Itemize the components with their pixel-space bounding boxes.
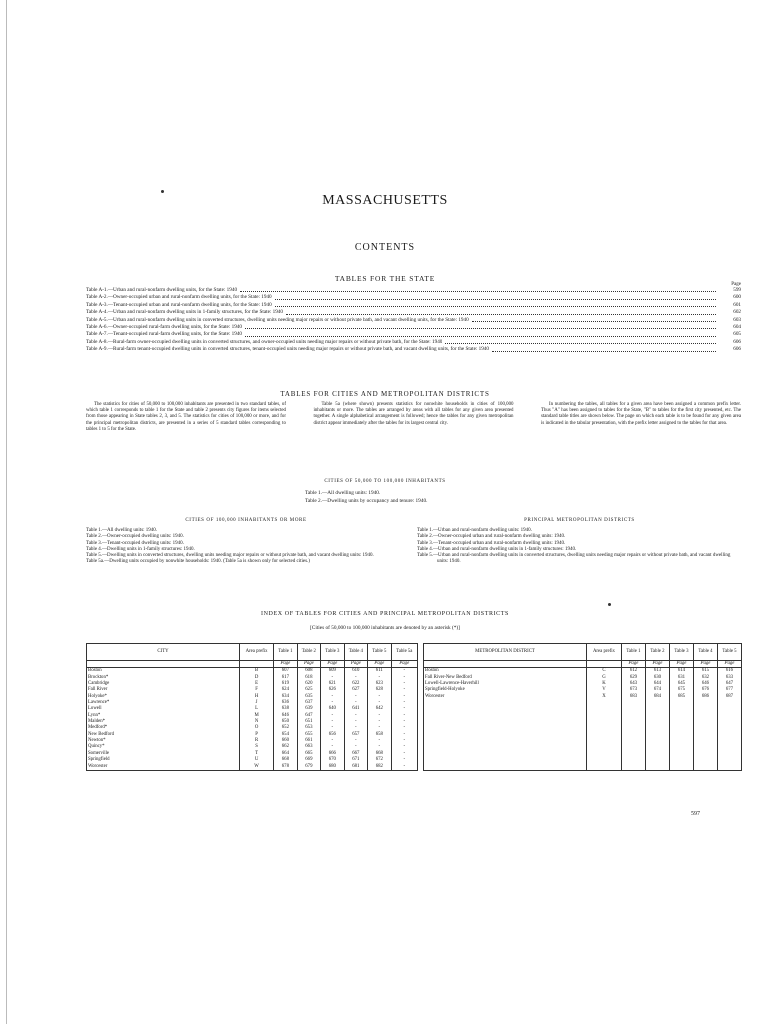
city-index-table-wrap — [86, 643, 418, 771]
city-value-cell: - — [391, 700, 417, 706]
city-value-cell: 636 — [274, 700, 297, 706]
city-unit-cell: Page — [344, 661, 367, 668]
state-table-page: 604 — [733, 324, 741, 331]
metro-column-header: Table 4 — [693, 644, 717, 661]
city-value-cell: 660 — [274, 738, 297, 744]
city-value-cell: - — [321, 719, 344, 725]
state-table-entry[interactable] — [86, 346, 741, 353]
metro-unit-cell — [587, 661, 622, 668]
city-value-cell: 618 — [297, 675, 320, 681]
metro-table-3: Table 3.—Tenant-occupied urban and rural-nonfarm dwelling units: 1940. — [417, 540, 566, 546]
state-table-page: 600 — [733, 294, 741, 301]
metro-value-cell: 614 — [669, 668, 693, 675]
state-table-title: Table A-9.—Rural-farm tenant-occupied dwelling units in converted structures, tenant-occupied units needing major repairs or without private bath, and vacant dwelling units, for the State: 1940 — [86, 346, 489, 353]
city-column-header: Table 1 — [274, 644, 297, 661]
city-value-cell: 621 — [321, 681, 344, 687]
metro-value-cell: 645 — [669, 681, 693, 687]
state-table-page: 599 — [733, 287, 741, 293]
dot-leader — [275, 299, 716, 300]
metro-value-cell: 684 — [645, 694, 669, 700]
city-value-cell: 666 — [321, 751, 344, 757]
small-cities-block — [0, 479, 770, 505]
city-value-cell: 619 — [274, 681, 297, 687]
metro-column-header: Area prefix — [587, 644, 622, 661]
city-value-cell: - — [368, 738, 391, 744]
state-table-entry[interactable] — [86, 317, 741, 324]
city-name-cell: Somerville — [87, 751, 240, 757]
city-value-cell: - — [391, 719, 417, 725]
city-value-cell: - — [344, 725, 367, 731]
city-value-cell: N — [240, 719, 274, 725]
intro-column-3: In numbering the tables, all tables for a given area have been assigned a common prefix letter. Thus "A" has been assigned to tables for the State, "B" to tables for the first city presented, etc. The standard table titles are shown below. The page on which each table is to be found for any given area is indicated in the tabular presentation, with the prefix letter assigned to the tables for that area. — [541, 402, 741, 426]
city-unit-cell — [87, 661, 240, 668]
city-value-cell: 679 — [297, 764, 320, 771]
metro-name-cell: Worcester — [424, 694, 587, 700]
city-value-cell: 678 — [274, 764, 297, 771]
metro-heading: PRINCIPAL METROPOLITAN DISTRICTS — [524, 518, 635, 523]
state-table-entry[interactable] — [86, 339, 741, 346]
city-value-cell: - — [368, 744, 391, 750]
metro-index-table — [423, 643, 742, 771]
metro-value-cell: 687 — [717, 694, 741, 700]
metro-column-header: Table 2 — [645, 644, 669, 661]
metro-value-cell: K — [587, 681, 622, 687]
city-value-cell: P — [240, 732, 274, 738]
city-value-cell: 665 — [297, 751, 320, 757]
city-name-cell: Newton* — [87, 738, 240, 744]
metro-value-cell: 643 — [621, 681, 645, 687]
city-value-cell: - — [344, 719, 367, 725]
city-value-cell: 638 — [274, 706, 297, 712]
metro-empty-cell — [645, 764, 669, 771]
state-table-title: Table A-1.—Urban and rural-nonfarm dwelling units, for the State: 1940 — [86, 287, 238, 293]
state-tables-heading: TABLES FOR THE STATE — [334, 274, 436, 283]
city-value-cell: - — [391, 706, 417, 712]
city-unit-cell: Page — [297, 661, 320, 668]
city-column-header: Area prefix — [240, 644, 274, 661]
metro-value-cell: X — [587, 694, 622, 700]
city-value-cell: 663 — [297, 744, 320, 750]
city-value-cell: 657 — [344, 732, 367, 738]
dot-leader — [472, 321, 716, 322]
city-value-cell: - — [391, 732, 417, 738]
city-value-cell: 641 — [344, 706, 367, 712]
city-row — [87, 668, 418, 675]
metro-value-cell: 633 — [717, 675, 741, 681]
city-value-cell: - — [391, 751, 417, 757]
metro-value-cell: 685 — [669, 694, 693, 700]
state-table-page: 602 — [733, 309, 741, 316]
metro-value-cell: 631 — [669, 675, 693, 681]
city-value-cell: 669 — [297, 757, 320, 763]
city-value-cell: - — [391, 681, 417, 687]
metro-column-header: METROPOLITAN DISTRICT — [424, 644, 587, 661]
city-name-cell: Quincy* — [87, 744, 240, 750]
metro-row — [424, 668, 742, 675]
metro-name-cell: Lowell-Lawrence-Haverhill — [424, 681, 587, 687]
state-table-page: 603 — [733, 316, 741, 323]
small-cities-table-2: Table 2.—Dwelling units by occupancy and tenure: 1940. — [305, 498, 428, 504]
city-value-cell: - — [368, 719, 391, 725]
city-value-cell: - — [368, 700, 391, 706]
city-value-cell: - — [321, 694, 344, 700]
state-table-page: 601 — [733, 301, 741, 308]
city-value-cell: H — [240, 694, 274, 700]
city-value-cell: 609 — [321, 668, 344, 675]
city-value-cell: L — [240, 706, 274, 712]
city-value-cell: F — [240, 687, 274, 693]
city-value-cell: - — [344, 744, 367, 750]
city-value-cell: 668 — [368, 751, 391, 757]
city-value-cell: 620 — [297, 681, 320, 687]
city-column-header: Table 3 — [321, 644, 344, 661]
state-table-page: 606 — [733, 338, 741, 345]
city-index-table — [86, 643, 418, 771]
metro-column-header: Table 1 — [621, 644, 645, 661]
city-column-header: CITY — [87, 644, 240, 661]
large-cities-table-5: Table 5.—Dwelling units in converted structures, dwelling units needing major repairs or without private bath, and vacant dwelling units: 1940. — [86, 553, 374, 559]
large-cities-table-2: Table 2.—Owner-occupied dwelling units: 1940. — [86, 534, 184, 540]
city-unit-cell — [240, 661, 274, 668]
state-tables-list — [86, 282, 741, 354]
metro-value-cell: G — [587, 675, 622, 681]
punch-dot — [608, 603, 611, 606]
state-table-entry[interactable] — [86, 294, 741, 301]
metro-column-header: Table 3 — [669, 644, 693, 661]
city-name-cell: Fall River — [87, 687, 240, 693]
state-table-title: Table A-6.—Owner-occupied rural-farm dwelling units, for the State: 1940 — [86, 324, 242, 331]
city-value-cell: 642 — [368, 706, 391, 712]
city-value-cell: - — [391, 675, 417, 681]
state-table-entry[interactable] — [86, 331, 741, 338]
metro-value-cell: 644 — [645, 681, 669, 687]
city-value-cell: 672 — [368, 757, 391, 763]
metro-unit-cell: Page — [693, 661, 717, 668]
city-column-header: Table 5a — [391, 644, 417, 661]
city-name-cell: Medford* — [87, 725, 240, 731]
city-unit-cell: Page — [274, 661, 297, 668]
city-value-cell: - — [391, 668, 417, 675]
large-cities-block — [86, 518, 406, 566]
metro-unit-cell: Page — [669, 661, 693, 668]
small-cities-heading: CITIES OF 50,000 TO 100,000 INHABITANTS — [324, 479, 446, 484]
state-table-title: Table A-8.—Rural-farm owner-occupied dwelling units in converted structures, and owner-occupied units needing major repairs or without private bath, for the State: 1940 — [86, 338, 443, 345]
dot-leader — [445, 343, 716, 344]
dot-leader — [240, 291, 716, 292]
city-name-cell: Holyoke* — [87, 694, 240, 700]
large-cities-table-5a: Table 5a.—Dwelling units occupied by nonwhite households: 1940. (Table 5a is shown only for selected cities.) — [86, 559, 310, 565]
intro-columns — [86, 402, 741, 433]
state-table-title: Table A-4.—Urban and rural-nonfarm dwelling units in 1-family structures, for the State: 1940 — [86, 309, 283, 316]
metro-index-table-wrap — [423, 643, 742, 771]
city-value-cell: 681 — [344, 764, 367, 771]
city-value-cell: 624 — [274, 687, 297, 693]
city-value-cell: - — [391, 744, 417, 750]
city-value-cell: D — [240, 675, 274, 681]
state-table-entry[interactable] — [86, 324, 741, 331]
dot-leader — [286, 314, 716, 315]
metro-table-1: Table 1.—Urban and rural-nonfarm dwelling units: 1940. — [417, 528, 532, 533]
city-value-cell: - — [368, 725, 391, 731]
metro-empty-cell — [587, 764, 622, 771]
city-value-cell: 646 — [274, 713, 297, 719]
city-name-cell: Lynn* — [87, 713, 240, 719]
dot-leader — [245, 336, 716, 337]
city-value-cell: - — [344, 738, 367, 744]
city-value-cell: B — [240, 668, 274, 675]
city-value-cell: 607 — [274, 668, 297, 675]
city-value-cell: - — [391, 738, 417, 744]
city-value-cell: 639 — [297, 706, 320, 712]
city-value-cell: 640 — [321, 706, 344, 712]
metro-table-4: Table 4.—Urban and rural-nonfarm dwelling units in 1-family structures: 1940. — [417, 546, 577, 552]
metro-value-cell: 629 — [621, 675, 645, 681]
city-value-cell: 670 — [321, 757, 344, 763]
city-value-cell: - — [321, 725, 344, 731]
city-value-cell: M — [240, 713, 274, 719]
metro-empty-cell — [693, 764, 717, 771]
metro-name-cell: Fall River-New Bedford — [424, 675, 587, 681]
city-value-cell: U — [240, 757, 274, 763]
metro-value-cell: 683 — [621, 694, 645, 700]
metro-value-cell: 674 — [645, 687, 669, 693]
city-value-cell: 623 — [368, 681, 391, 687]
metro-empty-row — [424, 764, 742, 771]
metro-table-5: Table 5.—Urban and rural-nonfarm dwelling units in converted structures, dwelling units needing major repairs or without private bath, and vacant dwelling units: 1940. — [417, 553, 731, 565]
intro-column-2: Table 5a (where shown) presents statistics for nonwhite households in cities of 100,000 inhabitants or more. The tables are arranged by areas with all tables for any given area presented together. A single alphabetical arrangement is followed; hence the tables for any given metropolitan district appear immediately after the tables for its largest central city. — [313, 402, 514, 426]
city-value-cell: 662 — [274, 744, 297, 750]
metro-name-cell: Boston — [424, 668, 587, 675]
intro-column-1: The statistics for cities of 50,000 to 100,000 inhabitants are presented in two standard tables, of which table 1 corresponds to table 1 for the State and table 2 presents city figures for items selected from those appearing in State tables 2, 3, and 5. The statistics for cities of 100,000 or more, and for the principal metropolitan districts, are presented in a series of 5 standard tables corresponding to tables 1 to 5 for the State. — [86, 402, 286, 432]
metro-value-cell: 632 — [693, 675, 717, 681]
city-row — [87, 764, 418, 771]
city-value-cell: 647 — [297, 713, 320, 719]
metro-value-cell: 630 — [645, 675, 669, 681]
city-column-header: Table 4 — [344, 644, 367, 661]
city-name-cell: New Bedford — [87, 732, 240, 738]
metro-column-header: Table 5 — [717, 644, 741, 661]
state-table-entry[interactable] — [86, 287, 741, 294]
city-name-cell: Worcester — [87, 764, 240, 771]
state-table-page: 606 — [733, 346, 741, 353]
city-value-cell: - — [344, 675, 367, 681]
city-value-cell: - — [391, 713, 417, 719]
city-value-cell: W — [240, 764, 274, 771]
city-name-cell: Boston — [87, 668, 240, 675]
metro-value-cell: 686 — [693, 694, 717, 700]
metro-value-cell: 673 — [621, 687, 645, 693]
city-value-cell: 668 — [274, 757, 297, 763]
city-name-cell: Lawrence* — [87, 700, 240, 706]
city-value-cell: 682 — [368, 764, 391, 771]
city-value-cell: 655 — [297, 732, 320, 738]
city-value-cell: R — [240, 738, 274, 744]
state-table-title: Table A-5.—Urban and rural-nonfarm dwelling units in converted structures, dwelling units needing major repairs or without private bath, and vacant dwelling units, for the State: 1940 — [86, 316, 469, 323]
city-value-cell: 658 — [368, 732, 391, 738]
city-value-cell: 626 — [321, 687, 344, 693]
state-table-title: Table A-7.—Tenant-occupied rural-farm dwelling units, for the State: 1940 — [86, 331, 243, 338]
city-value-cell: 611 — [368, 668, 391, 675]
metro-value-cell: 615 — [693, 668, 717, 675]
metro-unit-cell — [424, 661, 587, 668]
metro-empty-cell — [424, 764, 587, 771]
large-cities-table-4: Table 4.—Dwelling units in 1-family structures: 1940. — [86, 546, 195, 552]
city-value-cell: 664 — [274, 751, 297, 757]
city-value-cell: 656 — [321, 732, 344, 738]
city-value-cell: - — [368, 675, 391, 681]
city-value-cell: 628 — [368, 687, 391, 693]
metro-name-cell: Springfield-Holyoke — [424, 687, 587, 693]
index-note: [Cities of 50,000 to 100,000 inhabitants are denoted by an asterisk (*)] — [310, 625, 460, 631]
metro-empty-cell — [717, 764, 741, 771]
city-unit-cell: Page — [321, 661, 344, 668]
metro-value-cell: 646 — [693, 681, 717, 687]
metro-value-cell: C — [587, 668, 622, 675]
city-name-cell: Cambridge — [87, 681, 240, 687]
cities-section-heading: TABLES FOR CITIES AND METROPOLITAN DISTRICTS — [280, 390, 490, 398]
metro-empty-cell — [669, 764, 693, 771]
page-number: 597 — [691, 811, 700, 817]
city-name-cell: Brockton* — [87, 675, 240, 681]
city-value-cell: - — [391, 687, 417, 693]
city-value-cell: J — [240, 700, 274, 706]
city-value-cell: 635 — [297, 694, 320, 700]
city-value-cell: S — [240, 744, 274, 750]
city-value-cell: - — [344, 694, 367, 700]
city-value-cell: T — [240, 751, 274, 757]
large-cities-heading: CITIES OF 100,000 INHABITANTS OR MORE — [185, 518, 307, 523]
city-value-cell: 650 — [274, 719, 297, 725]
metro-value-cell: 616 — [717, 668, 741, 675]
city-value-cell: - — [391, 694, 417, 700]
city-value-cell: 608 — [297, 668, 320, 675]
city-value-cell: 610 — [344, 668, 367, 675]
city-value-cell: - — [344, 700, 367, 706]
city-value-cell: E — [240, 681, 274, 687]
city-value-cell: - — [368, 713, 391, 719]
city-value-cell: - — [321, 738, 344, 744]
city-name-cell: Malden* — [87, 719, 240, 725]
city-unit-cell: Page — [391, 661, 417, 668]
city-value-cell: 671 — [344, 757, 367, 763]
city-value-cell: - — [368, 694, 391, 700]
city-value-cell: - — [321, 700, 344, 706]
metro-value-cell: V — [587, 687, 622, 693]
metro-value-cell: 612 — [621, 668, 645, 675]
city-column-header: Table 2 — [297, 644, 320, 661]
city-value-cell: 653 — [297, 725, 320, 731]
city-value-cell: - — [321, 744, 344, 750]
state-table-entry[interactable] — [86, 302, 741, 309]
city-value-cell: 661 — [297, 738, 320, 744]
city-value-cell: 680 — [321, 764, 344, 771]
state-table-title: Table A-3.—Tenant-occupied urban and rural-nonfarm dwelling units, for the State: 1940 — [86, 301, 272, 308]
city-value-cell: 654 — [274, 732, 297, 738]
city-value-cell: 617 — [274, 675, 297, 681]
state-table-entry[interactable] — [86, 309, 741, 316]
city-value-cell: - — [391, 757, 417, 763]
city-value-cell: - — [391, 764, 417, 771]
metro-table-2: Table 2.—Owner-occupied urban and rural-nonfarm dwelling units: 1940. — [417, 534, 566, 540]
city-value-cell: 627 — [344, 687, 367, 693]
metro-unit-cell: Page — [717, 661, 741, 668]
city-value-cell: 652 — [274, 725, 297, 731]
index-heading: INDEX OF TABLES FOR CITIES AND PRINCIPAL METROPOLITAN DISTRICTS — [261, 611, 509, 617]
city-name-cell: Lowell — [87, 706, 240, 712]
city-value-cell: - — [321, 713, 344, 719]
metro-value-cell: 675 — [669, 687, 693, 693]
metro-value-cell: 676 — [693, 687, 717, 693]
city-value-cell: 634 — [274, 694, 297, 700]
state-table-page: 605 — [733, 331, 741, 338]
metro-unit-cell: Page — [645, 661, 669, 668]
city-value-cell: 667 — [344, 751, 367, 757]
page-title: MASSACHUSETTS — [322, 193, 448, 208]
city-value-cell: 622 — [344, 681, 367, 687]
page-column-header: Page — [731, 282, 741, 287]
city-value-cell: 651 — [297, 719, 320, 725]
dot-leader — [245, 328, 716, 329]
city-value-cell: - — [344, 713, 367, 719]
metro-block — [417, 518, 742, 566]
city-unit-cell: Page — [368, 661, 391, 668]
city-column-header: Table 5 — [368, 644, 391, 661]
city-value-cell: - — [391, 725, 417, 731]
contents-heading: CONTENTS — [354, 242, 416, 253]
small-cities-table-1: Table 1.—All dwelling units: 1940. — [305, 490, 381, 496]
city-value-cell: - — [321, 675, 344, 681]
large-cities-table-3: Table 3.—Tenant-occupied dwelling units: 1940. — [86, 540, 184, 546]
metro-empty-cell — [621, 764, 645, 771]
city-value-cell: 637 — [297, 700, 320, 706]
city-value-cell: 625 — [297, 687, 320, 693]
state-table-title: Table A-2.—Owner-occupied urban and rural-nonfarm dwelling units, for the State: 1940 — [86, 294, 272, 301]
metro-value-cell: 647 — [717, 681, 741, 687]
dot-leader — [492, 351, 716, 352]
city-name-cell: Springfield — [87, 757, 240, 763]
metro-value-cell: 677 — [717, 687, 741, 693]
metro-value-cell: 613 — [645, 668, 669, 675]
dot-leader — [275, 306, 716, 307]
city-value-cell: O — [240, 725, 274, 731]
metro-unit-cell: Page — [621, 661, 645, 668]
large-cities-table-1: Table 1.—All dwelling units: 1940. — [86, 528, 158, 533]
margin-scan-mark — [6, 0, 7, 1024]
